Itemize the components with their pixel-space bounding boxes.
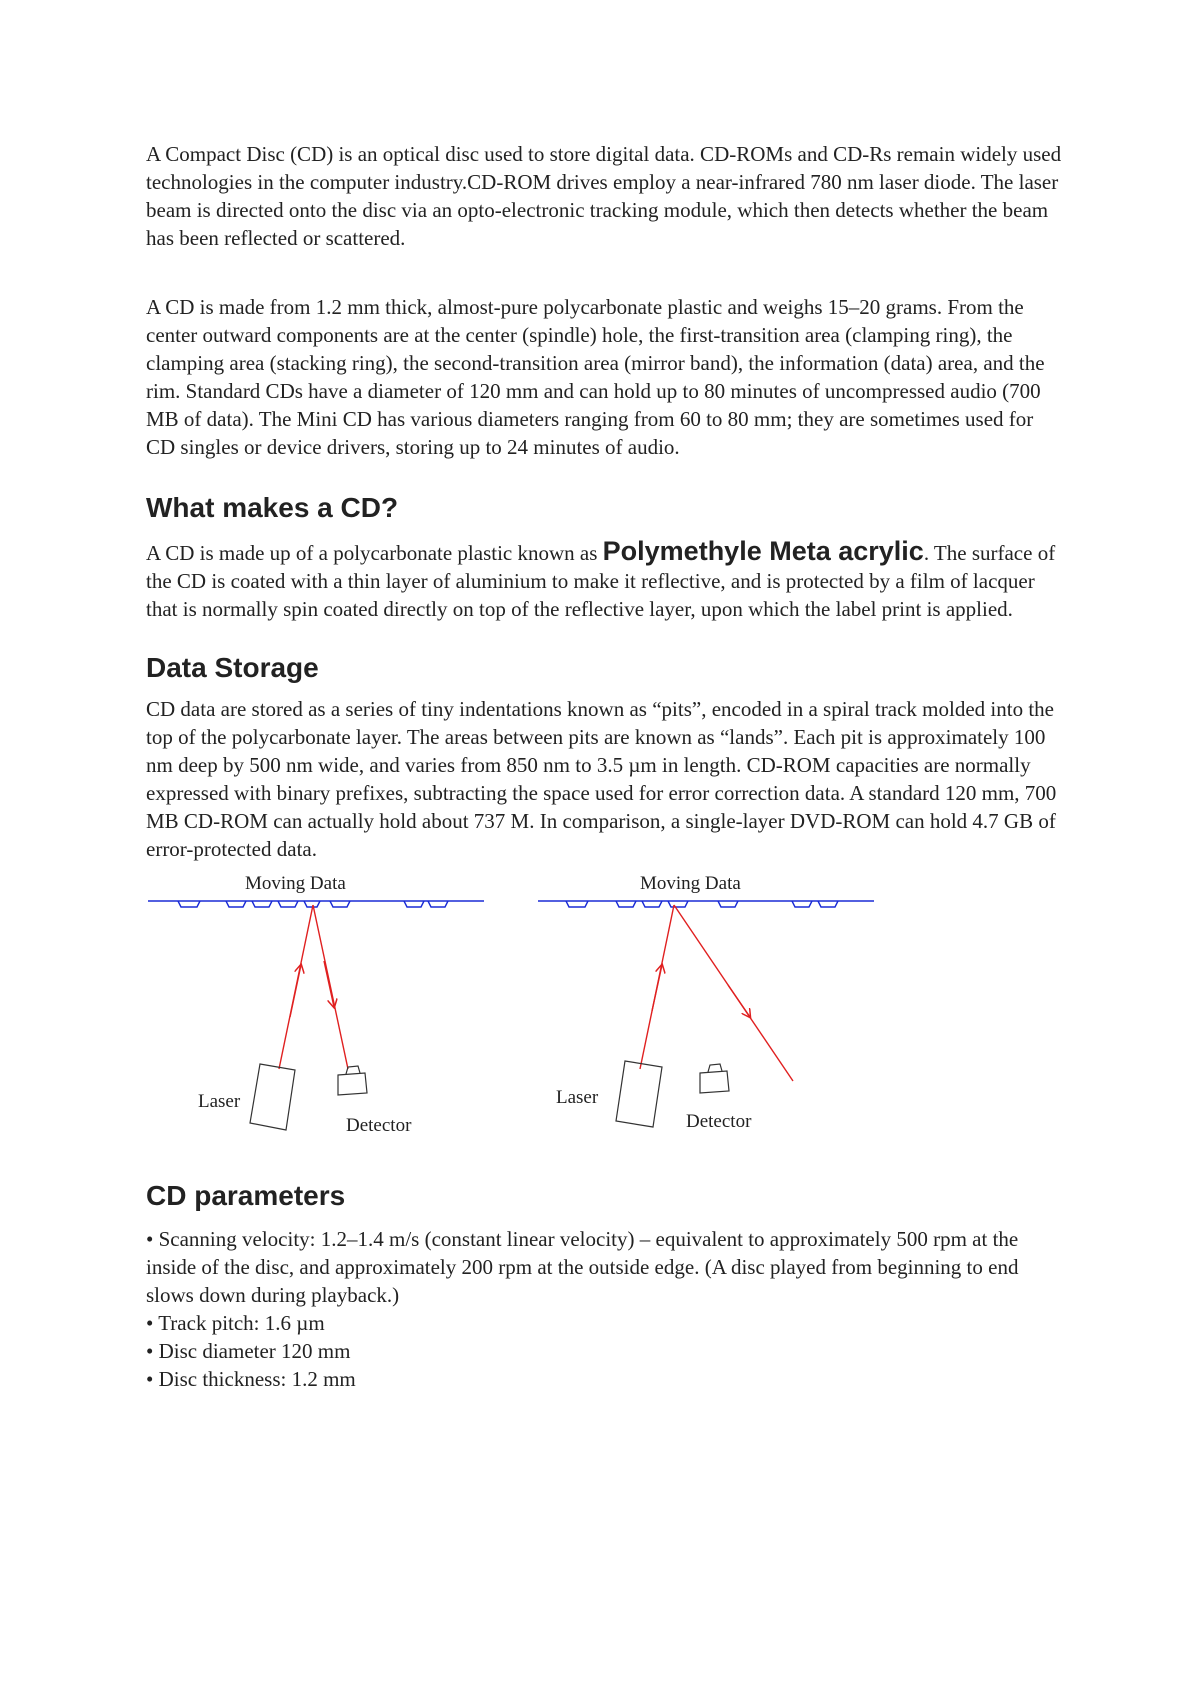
- left-beam: [279, 905, 348, 1069]
- right-detector-label: Detector: [686, 1111, 752, 1132]
- list-item: • Disc diameter 120 mm: [146, 1339, 351, 1363]
- diagram-right: [538, 873, 874, 1132]
- laser-diagram-svg: [0, 871, 1200, 1149]
- what-makes-paragraph: [146, 537, 1066, 623]
- left-detector-device: [338, 1066, 367, 1095]
- composition-paragraph: A CD is made from 1.2 mm thick, almost-pure polycarbonate plastic and weighs 15–20 grams. From the center outward components are at the center (spindle) hole, the first-transition area (clamping ring), the clamping area (stacking ring), the second-transition area (mirror band), the information (data) area, and the rim. Standard CDs have a diameter of 120 mm and can hold up to 80 minutes of uncompressed audio (700 MB of data). The Mini CD has various diameters ranging from 60 to 80 mm; they are sometimes used for CD singles or device drivers, storing up to 24 minutes of audio.: [146, 295, 1045, 459]
- right-track: [538, 901, 874, 907]
- left-detector-label: Detector: [346, 1115, 412, 1136]
- laser-diagrams: [146, 871, 1066, 1149]
- intro-paragraph: A Compact Disc (CD) is an optical disc used to store digital data. CD-ROMs and CD-Rs remain widely used technologies in the computer industry.CD-ROM drives employ a near-infrared 780 nm laser diode. The laser beam is directed onto the disc via an opto-electronic tracking module, which then detects whether the beam has been reflected or scattered.: [146, 142, 1062, 250]
- data-storage-paragraph: CD data are stored as a series of tiny indentations known as “pits”, encoded in a spiral track molded into the top of the polycarbonate layer. The areas between pits are known as “lands”. Each pit is approximately 100 nm deep by 500 nm wide, and varies from 850 nm to 3.5 µm in length. CD-ROM capacities are normally expressed with binary prefixes, subtracting the space used for error correction data. A standard 120 mm, 700 MB CD-ROM can actually hold about 737 M. In comparison, a single-layer DVD-ROM can hold 4.7 GB of error-protected data.: [146, 697, 1057, 861]
- heading-cd-parameters: CD parameters: [146, 1180, 346, 1211]
- parameters-list: [146, 1225, 1066, 1393]
- what-text-after: . The surface of the CD is coated with a thin layer of aluminium to make it reflective, and is protected by a film of lacquer that is normally spin coated directly on top of the reflective layer, upon which the label print is applied.: [146, 541, 1056, 621]
- right-title: Moving Data: [640, 873, 741, 894]
- right-beam: [640, 905, 793, 1081]
- left-track: [148, 901, 484, 907]
- left-laser-device: [250, 1064, 295, 1130]
- document-page: [146, 140, 1066, 1393]
- left-laser-label: Laser: [198, 1091, 241, 1112]
- left-title: Moving Data: [245, 873, 346, 894]
- material-term: Polymethyle Meta acrylic: [602, 536, 924, 566]
- heading-what-makes-a-cd: What makes a CD?: [146, 492, 399, 523]
- what-text-before: A CD is made up of a polycarbonate plastic known as: [146, 541, 603, 565]
- heading-data-storage: Data Storage: [146, 652, 319, 683]
- right-laser-label: Laser: [556, 1087, 599, 1108]
- diagram-left: [148, 873, 484, 1136]
- right-detector-device: [700, 1064, 729, 1093]
- list-item: • Scanning velocity: 1.2–1.4 m/s (constant linear velocity) – equivalent to approximately 500 rpm at the inside of the disc, and approximately 200 rpm at the outside edge. (A disc played from beginning to end slows down during playback.): [146, 1227, 1019, 1307]
- right-laser-device: [616, 1061, 662, 1127]
- list-item: • Disc thickness: 1.2 mm: [146, 1367, 356, 1391]
- list-item: • Track pitch: 1.6 µm: [146, 1311, 325, 1335]
